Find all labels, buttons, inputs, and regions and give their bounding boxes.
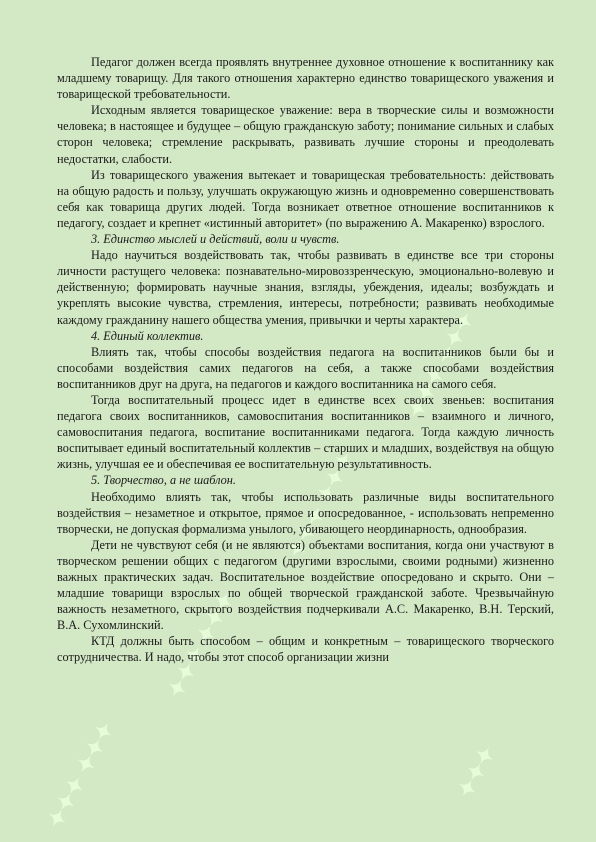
svg-text:✦✦✦ ✦✦✦: ✦✦✦ ✦✦✦ [402, 307, 480, 423]
paragraph: Тогда воспитательный процесс идет в единстве всех своих звеньев: воспитания педагога своих воспитанников, самовоспитания воспитанников – взаимного и личного, самовоспитания педагога, воспитание воспитанниками педагога. Тогда каждую личность воспитывает единый воспитательный коллектив – старших и младших, воздействуя на общую жизнь, улучшая ее и обеспечивая ее воспитательную результативность. [57, 392, 554, 472]
section-heading: 4. Единый коллектив. [91, 328, 204, 343]
svg-text:✦✦✦ ✦✦✦: ✦✦✦ ✦✦✦ [162, 587, 240, 703]
paragraph: Исходным является товарищеское уважение: вера в творческие силы и возможности человека; в настоящее и будущее – общую гражданскую заботу; понимание сильных и слабых сторон человека; стремление раскрывать, развивать лучшие стороны и преодолевать недостатки, слабости. [57, 103, 554, 166]
paragraph: Педагог должен всегда проявлять внутреннее духовное отношение к воспитаннику как младшему товарищу. Для такого отношения характерно единство товарищеского уважения и товарищеской требовательности. [57, 55, 554, 102]
paragraph: Необходимо влиять так, чтобы использовать различные виды воспитательного воздействия – незаметное и открытое, прямое и опосредованное, - использовать непременно творчески, не допуская формализма унылого, убивающего неординарность, однообразия. [57, 489, 554, 536]
paragraph: Влиять так, чтобы способы воздействия педагога на воспитанников были бы и способами воздействия самих педагогов на себя, а также способами воздействия воспитанников друг на друга, на педагогов и каждого воспитанника на самого себя. [57, 344, 554, 391]
svg-text:✦✦✦ ✦✦✦: ✦✦✦ ✦✦✦ [282, 447, 360, 563]
paragraph: Надо научиться воздействовать так, чтобы развивать в единстве все три стороны личности растущего человека: познавательно-мировоззренческую, эмоционально-волевую и действенную; формировать научные знания, взгляды, убеждения, идеалы; возбуждать и укреплять высокие чувства, стремления, интересы, потребности; развивать необходимые каждому гражданину нашего общества умения, привычки и черты характера. [57, 248, 554, 327]
section-heading: 3. Единство мыслей и действий, воли и чувств. [91, 232, 340, 247]
document-page [57, 54, 554, 666]
paragraph: Дети не чувствуют себя (и не являются) объектами воспитания, когда они участвуют в творческом решении общих с педагогом (другими взрослыми, своими родными) жизненно важных практических задач. Воспитательное воздействие опосредовано и скрыто. Они – младшие товарищи взрослых по общей творческой гражданской заботе. Чрезвычайную важность незаметного, скрытого воздействия подчеркивали А.С. Макаренко, В.Н. Терский, В.А. Сухомлинский. [57, 537, 554, 633]
paragraph: КТД должны быть способом – общим и конкретным – товарищеского творческого сотрудничества. И надо, чтобы этот способ организации жизни [57, 634, 554, 665]
section-heading: 5. Творчество, а не шаблон. [91, 473, 236, 488]
paragraph: Из товарищеского уважения вытекает и товарищеская требовательность: действовать на общую радость и пользу, улучшать окружающую жизнь и одновременно совершенствовать себя как товарища других людей. Тогда возникает ответное отношение воспитанников к педагогу, создает и крепнет «истинный авторитет» (по выражению А. Макаренко) взрослого. [57, 167, 554, 230]
svg-text:✦✦✦ ✦✦✦: ✦✦✦ ✦✦✦ [42, 717, 120, 833]
svg-text:✦✦✦: ✦✦✦ [452, 741, 501, 803]
